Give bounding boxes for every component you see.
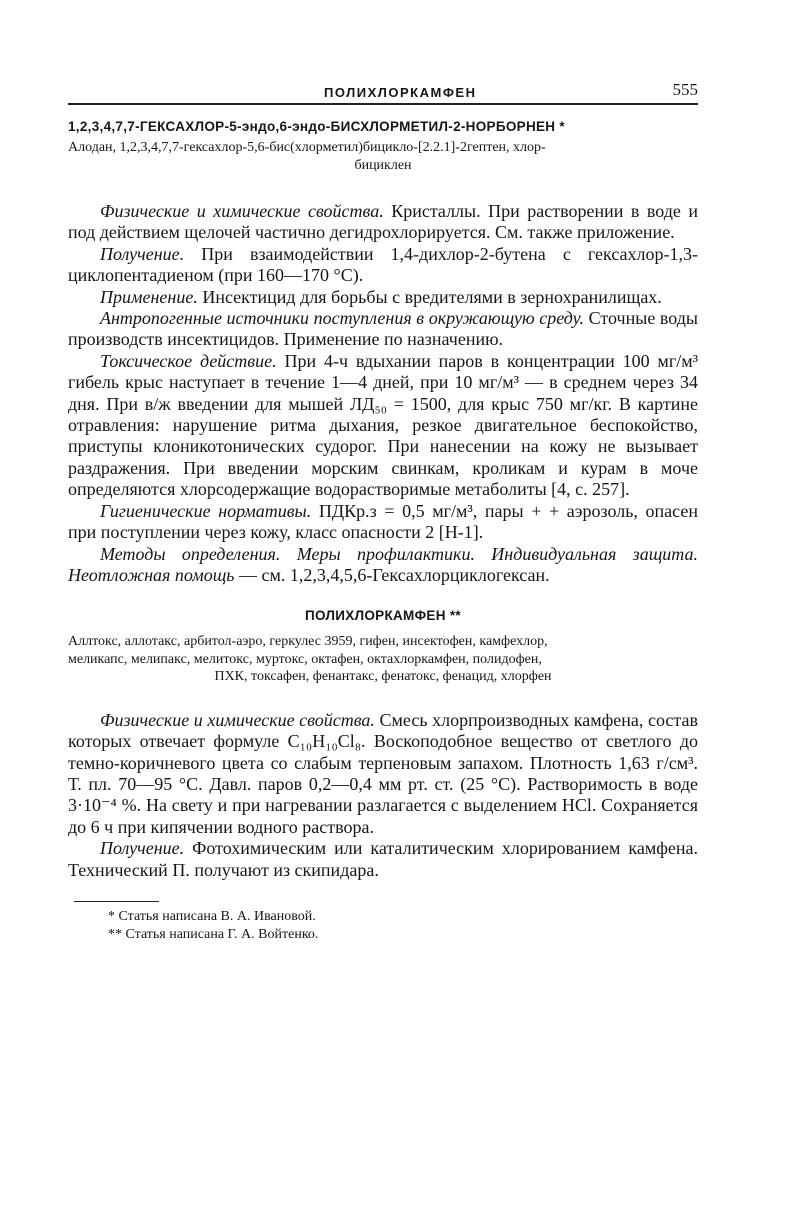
paragraph-properties — [68, 710, 698, 838]
paragraph-properties — [68, 201, 698, 244]
synonyms-line: меликапс, мелипакс, мелитокс, муртокс, октафен, октахлоркамфен, полидофен, — [68, 651, 542, 667]
article-1-synonyms — [68, 139, 698, 175]
paragraph-text: Инсектицид для борьбы с вредителями в зернохранилищах. — [197, 286, 662, 307]
synonyms-line: бициклен — [354, 158, 412, 173]
paragraph-text: Кристаллы. При растворении в воде и под действием щелочей частично дегидрохлорируется. См. также приложение. — [68, 201, 698, 243]
paragraph-text: — см. 1,2,3,4,5,6-Гексахлорциклогексан. — [234, 564, 550, 585]
article-1-body — [68, 201, 698, 586]
paragraph-label: Гигиенические нормативы. — [100, 500, 312, 521]
running-header — [68, 80, 698, 105]
paragraph-label: Получение. — [100, 838, 185, 859]
book-page — [68, 80, 698, 944]
article-1-title: 1,2,3,4,7,7-ГЕКСАХЛОР-5-эндо,6-эндо-БИСХЛОРМЕТИЛ-2-НОРБОРНЕН * — [68, 119, 565, 134]
paragraph-text: При взаимодействии 1,4-дихлор-2-бутена с гексахлор-1,3-циклопентадиеном (при 160—170 °С). — [68, 243, 698, 286]
footnotes — [68, 908, 698, 944]
paragraph-production — [68, 244, 698, 287]
paragraph-label: Физические и химические свойства. — [100, 709, 375, 730]
paragraph-label: Получение. — [100, 243, 185, 264]
synonyms-line: Алодан, 1,2,3,4,7,7-гексахлор-5,6-бис(хлорметил)бицикло-[2.2.1]-2гептен, хлор- — [68, 140, 546, 155]
paragraph-label: Методы определения. Меры профилактики. Индивидуальная защита. Неотложная помощь — [68, 543, 698, 585]
article-2-synonyms — [68, 633, 698, 686]
running-title: ПОЛИХЛОРКАМФЕН — [324, 85, 477, 100]
footnote: ** Статья написана Г. А. Войтенко. — [108, 927, 319, 943]
paragraph-label: Антропогенные источники поступления в окружающую среду. — [100, 308, 585, 329]
article-2-title: ПОЛИХЛОРКАМФЕН ** — [305, 608, 461, 624]
paragraph-text: Смесь хлорпроизводных камфена, состав которых отвечает формуле C₁₀H₁₀Cl₈. Воскоподобное вещество от светлого до темно-коричневого цвета со слабым терпеновым запахом. Плотность 1,63 г/см³. Т. пл. 70—95 °С. Давл. паров 0,2—0,4 мм рт. ст. (25 °С). Растворимость в воде 3·10⁻⁴ %. На свету и при нагревании разлагается с выделением HCl. Сохраняется до 6 ч при кипячении водного раствора. — [68, 709, 698, 837]
paragraph-sources — [68, 308, 698, 351]
paragraph-production — [68, 838, 698, 881]
footnote-divider — [74, 901, 159, 902]
paragraph-label: Физические и химические свойства. — [100, 201, 384, 221]
article-2-body — [68, 710, 698, 881]
footnote: * Статья написана В. А. Ивановой. — [108, 909, 316, 925]
paragraph-text: Фотохимическим или каталитическим хлорированием камфена. Технический П. получают из скипидара. — [68, 838, 698, 880]
paragraph-text: Сточные воды производств инсектицидов. Применение по назначению. — [68, 308, 698, 350]
paragraph-application — [68, 287, 698, 308]
paragraph-hygiene — [68, 501, 698, 544]
paragraph-methods — [68, 544, 698, 587]
page-number: 555 — [672, 80, 698, 99]
paragraph-text: При 4-ч вдыхании паров в концентрации 100 мг/м³ гибель крыс наступает в течение 1—4 дней, при 10 мг/м³ — в среднем через 34 дня. При в/ж введении для мышей ЛД₅₀ = 1500, для крыс 750 мг/кг. В картине отравления: нарушение ритма дыхания, резкое двигательное беспокойство, приступы клоникотонических судорог. При нанесении на кожу не вызывает раздражения. При введении морским свинкам, кроликам и курам в моче определяются хлорсодержащие водорастворимые метаболиты [4, с. 257]. — [68, 350, 698, 500]
paragraph-label: Токсическое действие. — [100, 350, 277, 371]
paragraph-toxicity — [68, 351, 698, 501]
synonyms-line: Аллтокс, аллотакс, арбитол-аэро, геркулес 3959, гифен, инсектофен, камфехлор, — [68, 634, 548, 650]
paragraph-label: Применение. — [100, 286, 198, 307]
paragraph-text: ПДКр.з = 0,5 мг/м³, пары + + аэрозоль, опасен при поступлении через кожу, класс опасности 2 [Н-1]. — [68, 500, 698, 543]
synonyms-line: ПХК, токсафен, фенантакс, фенатокс, фенацид, хлорфен — [214, 669, 552, 685]
